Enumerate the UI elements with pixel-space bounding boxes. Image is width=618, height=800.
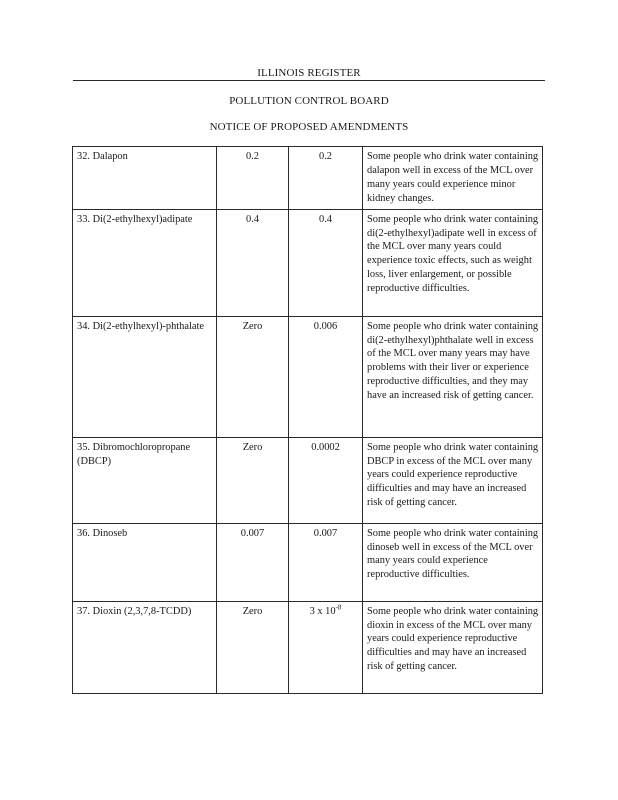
mcl-value <box>289 523 363 601</box>
health-effects: Some people who drink water containing dalapon well in excess of the MCL over many years could experience minor kidney changes. <box>363 147 543 210</box>
mclg-value: Zero <box>217 437 289 523</box>
mcl-base: 0.007 <box>313 527 338 539</box>
header-rule <box>73 80 545 81</box>
mcl-base: 0.4 <box>319 213 332 225</box>
mcl-value <box>289 147 363 210</box>
mcl-exponent: -8 <box>335 603 342 612</box>
health-effects: Some people who drink water containing DBCP in excess of the MCL over many years could experience reproductive difficulties and may have an increased risk of getting cancer. <box>363 437 543 523</box>
contaminant-name: 34. Di(2-ethylhexyl)-phthalate <box>73 316 217 437</box>
health-effects: Some people who drink water containing di(2-ethylhexyl)adipate well in excess of the MCL over many years could experience toxic effects, such as weight loss, liver enlargement, or possible reproductive difficulties. <box>363 209 543 316</box>
register-title: ILLINOIS REGISTER <box>257 67 361 79</box>
mclg-value: 0.4 <box>217 209 289 316</box>
contaminant-name: 37. Dioxin (2,3,7,8-TCDD) <box>73 601 217 693</box>
contaminant-name: 32. Dalapon <box>73 147 217 210</box>
mcl-base: 0.2 <box>319 151 332 162</box>
mcl-base: 3 x 10 <box>309 605 336 617</box>
mclg-value: 0.2 <box>217 147 289 210</box>
mcl-value <box>289 437 363 523</box>
table-row <box>73 601 543 693</box>
table-row <box>73 523 543 601</box>
contaminant-name: 35. Dibromochloropropane (DBCP) <box>73 437 217 523</box>
mcl-value <box>289 209 363 316</box>
mclg-value: Zero <box>217 316 289 437</box>
mcl-base: 0.006 <box>313 320 338 332</box>
table-row <box>73 437 543 523</box>
table-row <box>73 316 543 437</box>
notice-title: NOTICE OF PROPOSED AMENDMENTS <box>209 121 409 133</box>
contaminant-table <box>72 146 543 694</box>
mcl-value <box>289 601 363 693</box>
mclg-value: Zero <box>217 601 289 693</box>
table-row <box>73 209 543 316</box>
mclg-value: 0.007 <box>217 523 289 601</box>
contaminant-name: 36. Dinoseb <box>73 523 217 601</box>
mcl-value <box>289 316 363 437</box>
health-effects: Some people who drink water containing dioxin in excess of the MCL over many years could experience reproductive difficulties and may have an increased risk of getting cancer. <box>363 601 543 693</box>
table-row <box>73 147 543 210</box>
health-effects: Some people who drink water containing dinoseb well in excess of the MCL over many years could experience reproductive difficulties. <box>363 523 543 601</box>
contaminant-name: 33. Di(2-ethylhexyl)adipate <box>73 209 217 316</box>
health-effects: Some people who drink water containing di(2-ethylhexyl)phthalate well in excess of the MCL over many years may have problems with their liver or experience reproductive difficulties, and they may have an increased risk of getting cancer. <box>363 316 543 437</box>
board-title: POLLUTION CONTROL BOARD <box>229 95 389 107</box>
mcl-base: 0.0002 <box>311 441 340 453</box>
